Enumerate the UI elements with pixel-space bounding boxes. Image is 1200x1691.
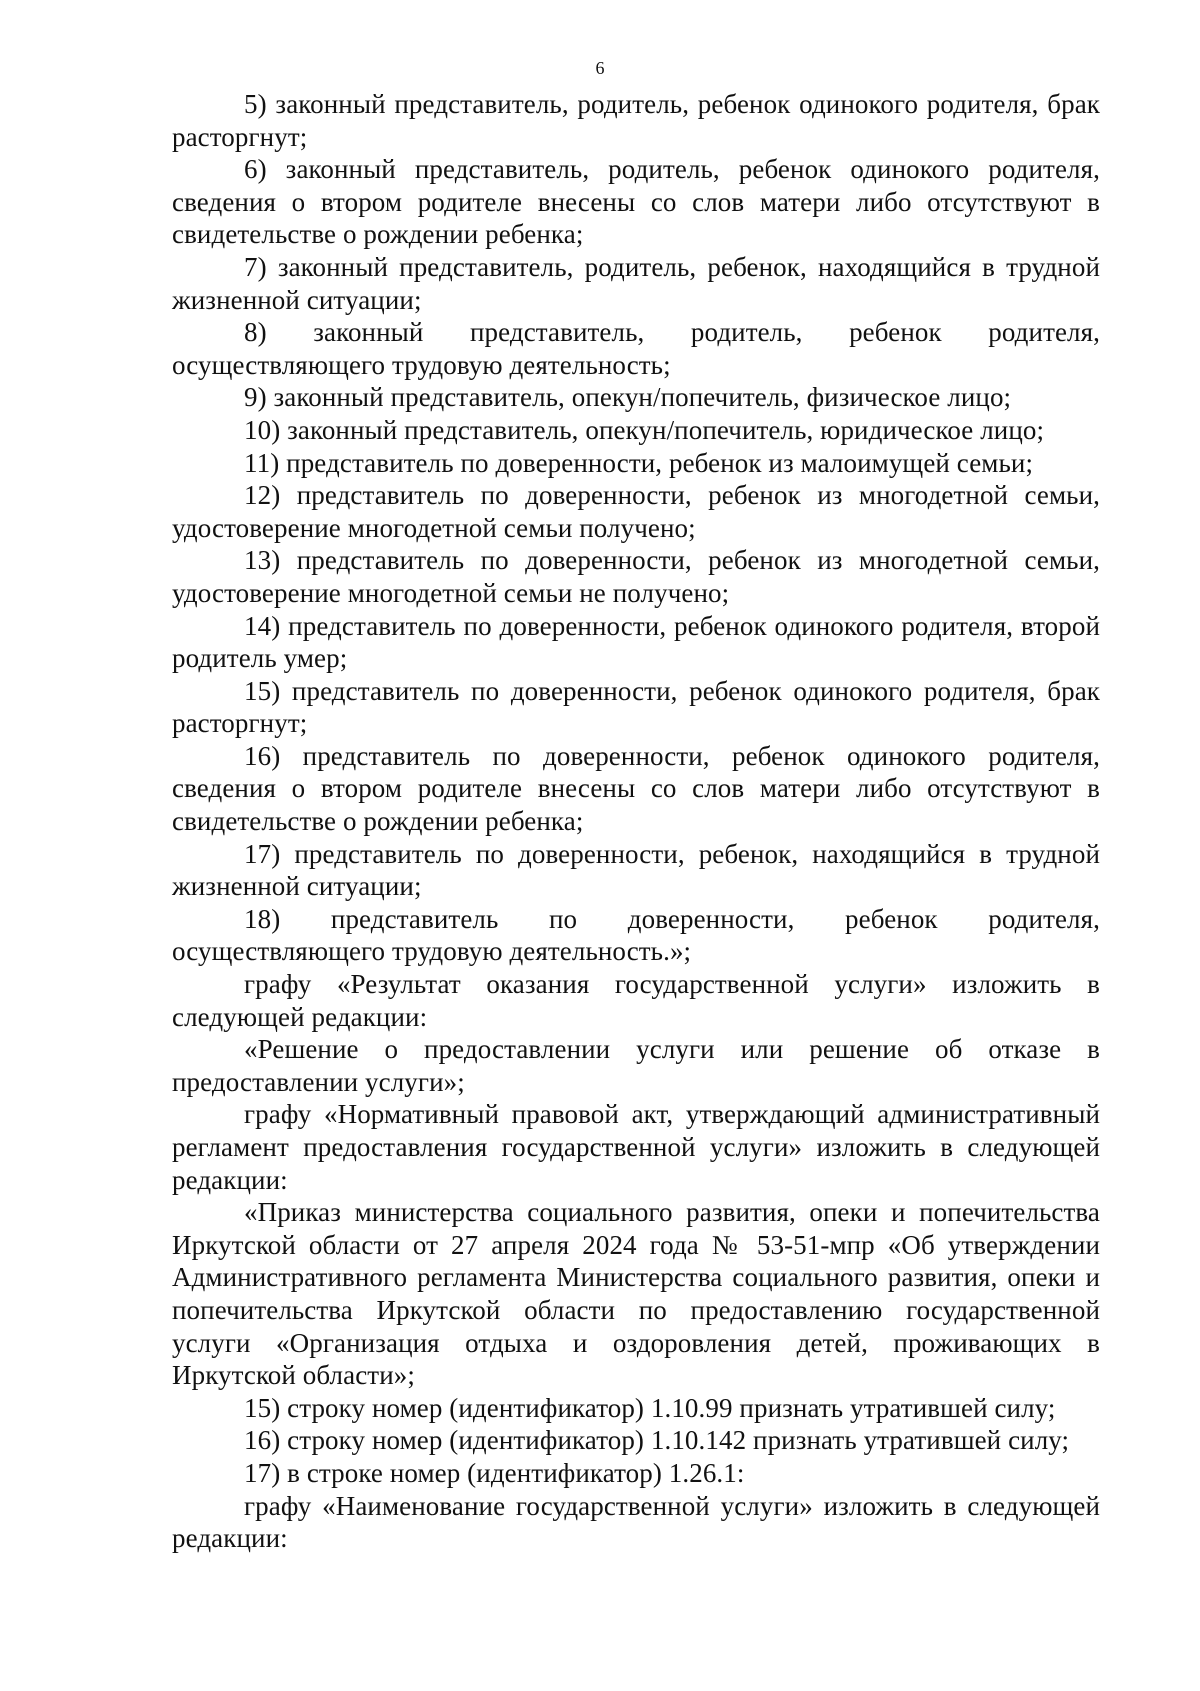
paragraph-clause-17: 17) в строке номер (идентификатор) 1.26.1:	[244, 1457, 745, 1488]
paragraph-normative-act-column: графу «Нормативный правовой акт, утверждающий административный регламент предоставления государственной услуги» изложить в следующей редакции:	[172, 1099, 1100, 1195]
page-number: 6	[595, 58, 605, 78]
paragraph-item-9: 9) законный представитель, опекун/попечитель, физическое лицо;	[244, 382, 1012, 413]
paragraph-order-quote: «Приказ министерства социального развития, опеки и попечительства Иркутской области от 27 апреля 2024 года № 53-51-мпр «Об утверждении Административного регламента Министерства социального развития, опеки и попечительства Иркутской области по предоставлению государственной услуги «Организация отдыха и оздоровления детей, проживающих в Иркутской области»;	[172, 1197, 1100, 1391]
paragraph-clause-15: 15) строку номер (идентификатор) 1.10.99 признать утратившей силу;	[244, 1392, 1056, 1423]
paragraph-item-8: 8) законный представитель, родитель, ребенок родителя, осуществляющего трудовую деятельность;	[172, 317, 1100, 380]
paragraph-item-18: 18) представитель по доверенности, ребенок родителя, осуществляющего трудовую деятельность.»;	[172, 903, 1100, 967]
paragraph-result-column: графу «Результат оказания государственной услуги» изложить в следующей редакции:	[172, 969, 1100, 1032]
paragraph-item-10: 10) законный представитель, опекун/попечитель, юридическое лицо;	[244, 414, 1045, 445]
paragraph-item-7: 7) законный представитель, родитель, ребенок, находящийся в трудной жизненной ситуации;	[172, 251, 1100, 315]
paragraph-item-15: 15) представитель по доверенности, ребенок одинокого родителя, брак расторгнут;	[172, 675, 1100, 739]
paragraph-item-17: 17) представитель по доверенности, ребенок, находящийся в трудной жизненной ситуации;	[172, 838, 1100, 902]
paragraph-item-13: 13) представитель по доверенности, ребенок из многодетной семьи, удостоверение многодетной семьи не получено;	[172, 545, 1100, 608]
document-body	[172, 88, 1100, 1555]
paragraph-item-6: 6) законный представитель, родитель, ребенок одинокого родителя, сведения о втором родителе внесены со слов матери либо отсутствуют в свидетельстве о рождении ребенка;	[172, 154, 1100, 250]
paragraph-clause-16: 16) строку номер (идентификатор) 1.10.142 признать утратившей силу;	[244, 1425, 1070, 1456]
paragraph-service-name-column: графу «Наименование государственной услуги» изложить в следующей редакции:	[172, 1490, 1100, 1554]
paragraph-item-16: 16) представитель по доверенности, ребенок одинокого родителя, сведения о втором родителе внесены со слов матери либо отсутствуют в свидетельстве о рождении ребенка;	[172, 740, 1100, 837]
paragraph-item-11: 11) представитель по доверенности, ребенок из малоимущей семьи;	[244, 447, 1034, 478]
paragraph-item-14: 14) представитель по доверенности, ребенок одинокого родителя, второй родитель умер;	[172, 610, 1100, 674]
paragraph-item-12: 12) представитель по доверенности, ребенок из многодетной семьи, удостоверение многодетной семьи получено;	[172, 480, 1100, 543]
paragraph-result-quote: «Решение о предоставлении услуги или решение об отказе в предоставлении услуги»;	[172, 1034, 1100, 1097]
paragraph-item-5: 5) законный представитель, родитель, ребенок одинокого родителя, брак расторгнут;	[172, 89, 1100, 152]
